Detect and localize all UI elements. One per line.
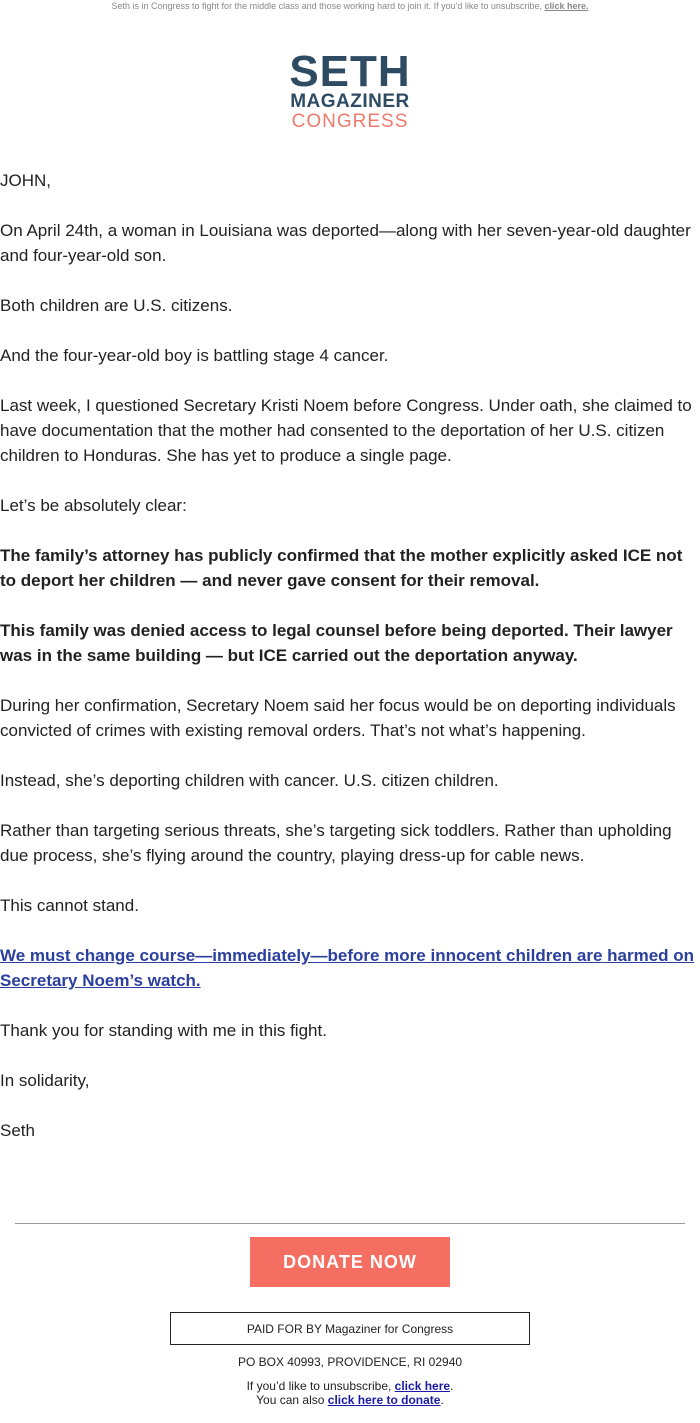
footer-unsubscribe-line	[0, 1379, 700, 1393]
paragraph: Instead, she’s deporting children with cancer. U.S. citizen children.	[0, 771, 499, 790]
divider	[15, 1223, 685, 1224]
paragraph: Rather than targeting serious threats, she’s targeting sick toddlers. Rather than upholding due process, she’s flying around the country, playing dress-up for cable news.	[0, 821, 672, 865]
footer-unsub-suffix: .	[450, 1379, 454, 1393]
donate-now-button[interactable]: DONATE NOW	[250, 1237, 450, 1287]
paragraph: And the four-year-old boy is battling stage 4 cancer.	[0, 346, 389, 365]
paid-for-box: PAID FOR BY Magaziner for Congress	[170, 1312, 530, 1345]
call-to-action	[0, 943, 698, 993]
email-body	[0, 168, 698, 1168]
logo-seth: SETH	[289, 47, 411, 96]
footer-donate-line	[0, 1393, 700, 1407]
footer-donate-link[interactable]: click here to donate	[327, 1393, 441, 1407]
greeting: JOHN,	[0, 171, 51, 190]
footer-donate-prefix: You can also	[256, 1393, 328, 1407]
paragraph: Let’s be absolutely clear:	[0, 496, 187, 515]
preheader-unsubscribe-link[interactable]: click here.	[544, 1, 589, 11]
preheader-text: Seth is in Congress to fight for the middle class and those working hard to join it. If you'd like to unsubscribe,	[111, 1, 545, 11]
logo	[0, 47, 700, 132]
paragraph: Last week, I questioned Secretary Kristi Noem before Congress. Under oath, she claimed to have documentation that the mother had consented to the deportation of her U.S. citizen children to Honduras. She has yet to produce a single page.	[0, 396, 692, 465]
logo-congress: CONGRESS	[291, 111, 409, 132]
preheader	[0, 0, 700, 13]
call-to-action-link[interactable]: We must change course—immediately—before more innocent children are harmed on Secretary Noem’s watch.	[0, 946, 695, 990]
paragraph: During her confirmation, Secretary Noem said her focus would be on deporting individuals convicted of crimes with existing removal orders. That’s not what’s happening.	[0, 696, 676, 740]
sign-off: In solidarity,	[0, 1071, 90, 1090]
paragraph: This cannot stand.	[0, 896, 139, 915]
footer-donate-suffix: .	[440, 1393, 444, 1407]
bold-paragraph: This family was denied access to legal counsel before being deported. Their lawyer was in the same building — but ICE carried out the deportation anyway.	[0, 621, 673, 665]
bold-paragraph: The family’s attorney has publicly confirmed that the mother explicitly asked ICE not to deport her children — and never gave consent for their removal.	[0, 546, 683, 590]
paragraph: On April 24th, a woman in Louisiana was deported—along with her seven-year-old daughter and four-year-old son.	[0, 221, 691, 265]
paragraph: Thank you for standing with me in this fight.	[0, 1021, 327, 1040]
footer-unsubscribe-link[interactable]: click here	[394, 1379, 451, 1393]
footer-unsub-prefix: If you’d like to unsubscribe,	[246, 1379, 395, 1393]
paragraph: Both children are U.S. citizens.	[0, 296, 233, 315]
logo-magaziner: MAGAZINER	[290, 91, 410, 112]
mailing-address: PO BOX 40993, PROVIDENCE, RI 02940	[237, 1355, 463, 1369]
signature: Seth	[0, 1121, 35, 1140]
footer	[0, 1379, 700, 1407]
